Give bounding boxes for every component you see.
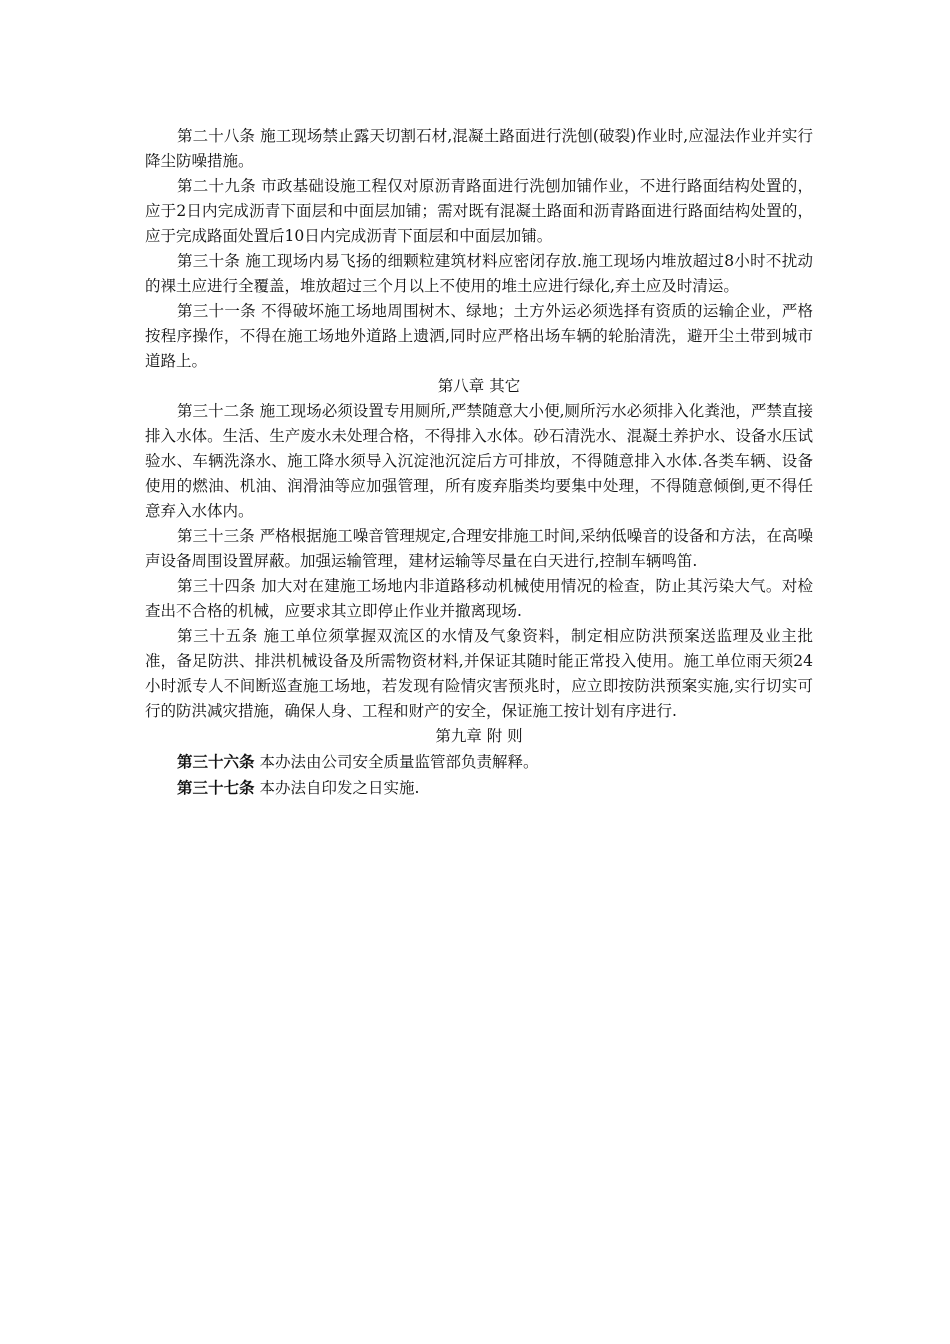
article-number: 第三十五条	[177, 627, 258, 645]
article-number: 第二十九条	[177, 177, 256, 195]
article-37	[145, 775, 813, 801]
article-number: 第三十四条	[177, 577, 256, 595]
article-text: 不得破坏施工场地周围树木、绿地；土方外运必须选择有资质的运输企业，严格按程序操作，不得在施工场地外道路上遗洒,同时应严格出场车辆的轮胎清洗，避开尘土带到城市道路上。	[145, 302, 813, 370]
article-text: 加大对在建施工场地内非道路移动机械使用情况的检查，防止其污染大气。对检查出不合格的机械，应要求其立即停止作业并撤离现场.	[145, 577, 813, 620]
article-text: 施工现场必须设置专用厕所,严禁随意大小便,厕所污水必须排入化粪池，严禁直接排入水体。生活、生产废水未处理合格，不得排入水体。砂石清洗水、混凝土养护水、设备水压试验水、车辆洗涤水、施工降水须导入沉淀池沉淀后方可排放，不得随意排入水体.各类车辆、设备使用的燃油、机油、润滑油等应加强管理，所有废弃脂类均要集中处理，不得随意倾倒,更不得任意弃入水体内。	[145, 402, 813, 520]
article-33	[145, 524, 813, 574]
article-text: 严格根据施工噪音管理规定,合理安排施工时间,采纳低噪音的设备和方法，在高噪声设备周围设置屏蔽。加强运输管理，建材运输等尽量在白天进行,控制车辆鸣笛.	[145, 527, 813, 570]
article-text: 市政基础设施工程仅对原沥青路面进行洗刨加铺作业，不进行路面结构处置的，应于2日内完成沥青下面层和中面层加铺；需对既有混凝土路面和沥青路面进行路面结构处置的，应于完成路面处置后10日内完成沥青下面层和中面层加铺。	[145, 177, 813, 245]
article-text: 施工单位须掌握双流区的水情及气象资料，制定相应防洪预案送监理及业主批准，备足防洪、排洪机械设备及所需物资材料,并保证其随时能正常投入使用。施工单位雨天须24小时派专人不间断巡查施工场地，若发现有险情灾害预兆时，应立即按防洪预案实施,实行切实可行的防洪减灾措施，确保人身、工程和财产的安全，保证施工按计划有序进行.	[145, 627, 813, 720]
chapter-8-heading: 第八章 其它	[437, 377, 521, 395]
article-28	[145, 124, 813, 174]
article-number: 第三十七条	[177, 778, 255, 797]
article-number: 第三十三条	[177, 527, 255, 545]
article-number: 第三十六条	[177, 752, 255, 771]
article-text: 本办法自印发之日实施.	[254, 779, 420, 797]
article-number: 第三十二条	[177, 402, 255, 420]
article-29	[145, 174, 813, 249]
article-32	[145, 399, 813, 524]
article-number: 第二十八条	[177, 127, 256, 145]
chapter-9-heading: 第九章 附 则	[435, 727, 523, 745]
article-35	[145, 624, 813, 724]
article-31	[145, 299, 813, 374]
document-body	[145, 124, 813, 801]
article-36	[145, 749, 813, 775]
article-number: 第三十条	[177, 252, 241, 270]
article-34	[145, 574, 813, 624]
article-text: 本办法由公司安全质量监管部负责解释。	[254, 753, 539, 771]
article-number: 第三十一条	[177, 302, 256, 320]
article-30	[145, 249, 813, 299]
article-text: 施工现场内易飞扬的细颗粒建筑材料应密闭存放.施工现场内堆放超过8小时不扰动的裸土应进行全覆盖，堆放超过三个月以上不使用的堆土应进行绿化,弃土应及时清运。	[145, 252, 813, 295]
article-text: 施工现场禁止露天切割石材,混凝土路面进行洗刨(破裂)作业时,应湿法作业并实行降尘防噪措施。	[145, 127, 813, 170]
